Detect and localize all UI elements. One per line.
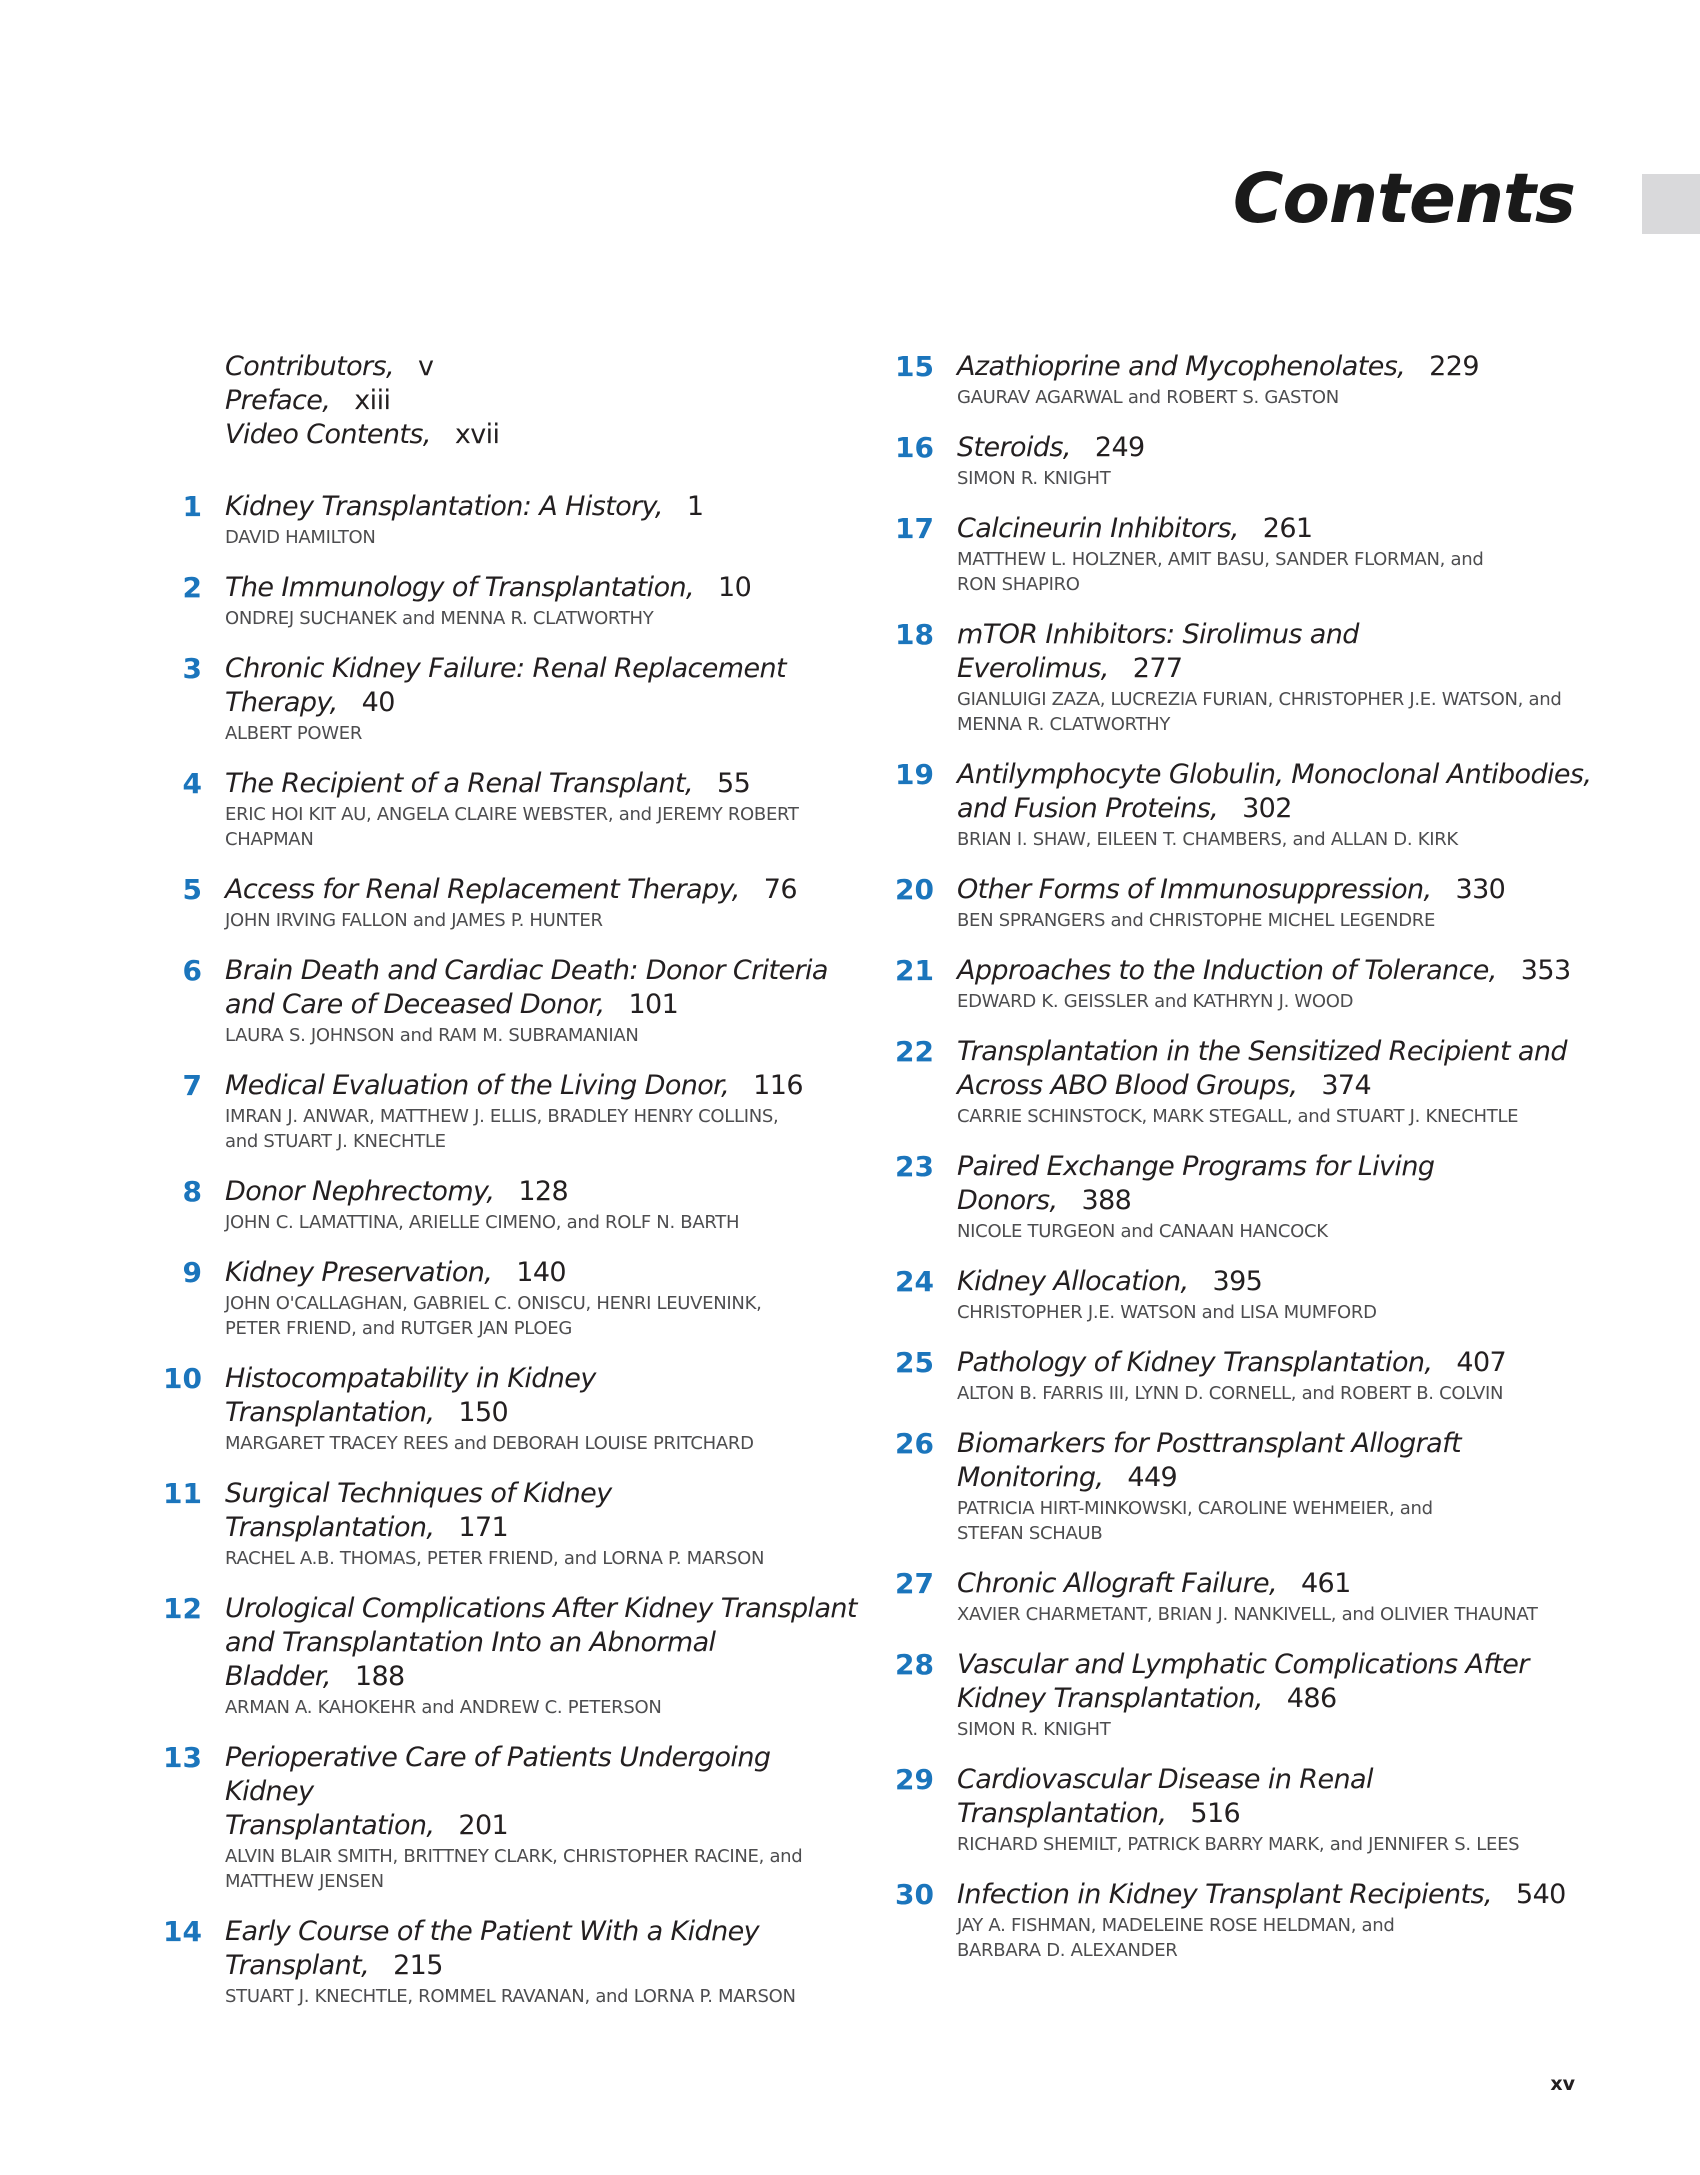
chapter-page-number: 140 bbox=[516, 1257, 566, 1288]
chapter-entry[interactable] bbox=[892, 1878, 1592, 1963]
chapter-author-line: RON SHAPIRO bbox=[957, 574, 1080, 595]
chapter-authors bbox=[957, 1381, 1592, 1406]
chapter-title-last-line bbox=[225, 1362, 860, 1430]
chapter-entry[interactable] bbox=[160, 1362, 860, 1456]
chapter-entry[interactable] bbox=[892, 1427, 1592, 1546]
chapter-author-line: GIANLUIGI ZAZA, LUCREZIA FURIAN, CHRISTOPHER J.E. WATSON, and bbox=[957, 689, 1562, 710]
chapter-number: 10 bbox=[163, 1362, 202, 1395]
front-matter-item[interactable] bbox=[225, 418, 860, 452]
chapter-title bbox=[957, 618, 1592, 686]
chapter-title-line: and Transplantation Into an Abnormal bbox=[225, 1627, 716, 1658]
chapter-authors bbox=[957, 1496, 1592, 1546]
chapter-title bbox=[225, 652, 860, 720]
chapter-authors bbox=[225, 802, 860, 852]
chapter-author-line: GAURAV AGARWAL and ROBERT S. GASTON bbox=[957, 387, 1339, 408]
chapter-number: 22 bbox=[895, 1035, 934, 1068]
chapter-title bbox=[225, 1915, 860, 1983]
chapter-number: 4 bbox=[182, 767, 202, 800]
chapter-title bbox=[957, 1648, 1592, 1716]
chapter-title-line: Early Course of the Patient With a Kidney bbox=[225, 1916, 759, 1947]
chapter-title-last-line bbox=[957, 954, 1592, 988]
chapter-author-line: BEN SPRANGERS and CHRISTOPHE MICHEL LEGENDRE bbox=[957, 910, 1436, 931]
chapter-number: 30 bbox=[895, 1878, 934, 1911]
chapter-number: 18 bbox=[895, 618, 934, 651]
chapter-title-text: Kidney Transplantation, bbox=[957, 1683, 1263, 1714]
chapter-authors bbox=[225, 721, 860, 746]
chapter-author-line: RICHARD SHEMILT, PATRICK BARRY MARK, and JENNIFER S. LEES bbox=[957, 1834, 1520, 1855]
chapter-authors bbox=[225, 525, 860, 550]
chapter-page-number: 229 bbox=[1429, 351, 1479, 382]
chapter-page-number: 76 bbox=[763, 874, 797, 905]
chapter-title bbox=[225, 954, 860, 1022]
chapter-number: 14 bbox=[163, 1915, 202, 1948]
chapter-author-line: CHRISTOPHER J.E. WATSON and LISA MUMFORD bbox=[957, 1302, 1377, 1323]
chapter-authors bbox=[957, 1913, 1592, 1963]
chapter-page-number: 261 bbox=[1262, 513, 1313, 544]
chapter-title-last-line bbox=[225, 1660, 860, 1694]
front-matter-page: v bbox=[417, 351, 434, 382]
chapter-entry[interactable] bbox=[160, 1741, 860, 1894]
chapter-title bbox=[957, 512, 1592, 546]
chapter-author-line: ALTON B. FARRIS III, LYNN D. CORNELL, and ROBERT B. COLVIN bbox=[957, 1383, 1504, 1404]
chapter-title-text: Transplantation, bbox=[957, 1798, 1167, 1829]
chapter-page-number: 128 bbox=[518, 1176, 569, 1207]
chapter-authors bbox=[225, 1844, 860, 1894]
chapter-number: 1 bbox=[182, 490, 202, 523]
chapter-title-last-line bbox=[957, 1682, 1592, 1716]
chapter-author-line: SIMON R. KNIGHT bbox=[957, 1719, 1111, 1740]
chapter-author-line: EDWARD K. GEISSLER and KATHRYN J. WOOD bbox=[957, 991, 1354, 1012]
chapter-author-line: BARBARA D. ALEXANDER bbox=[957, 1940, 1178, 1961]
chapter-authors bbox=[225, 1210, 860, 1235]
chapter-page-number: 353 bbox=[1520, 955, 1571, 986]
chapter-entry[interactable] bbox=[160, 954, 860, 1048]
chapter-number: 13 bbox=[163, 1741, 202, 1774]
chapter-title-line: Brain Death and Cardiac Death: Donor Criteria bbox=[225, 955, 828, 986]
chapter-page-number: 201 bbox=[458, 1810, 509, 1841]
chapter-entry[interactable] bbox=[892, 1648, 1592, 1742]
chapter-title-last-line bbox=[957, 618, 1592, 686]
chapter-author-line: IMRAN J. ANWAR, MATTHEW J. ELLIS, BRADLEY HENRY COLLINS, bbox=[225, 1106, 779, 1127]
chapter-author-line: ALVIN BLAIR SMITH, BRITTNEY CLARK, CHRISTOPHER RACINE, and bbox=[225, 1846, 803, 1867]
chapter-authors bbox=[225, 1431, 860, 1456]
chapter-number: 16 bbox=[895, 431, 934, 464]
chapter-title bbox=[225, 767, 860, 801]
chapter-title-last-line bbox=[225, 1175, 860, 1209]
chapter-title bbox=[957, 1265, 1592, 1299]
chapter-title-line: Vascular and Lymphatic Complications After bbox=[957, 1649, 1529, 1680]
chapter-page-number: 150 bbox=[458, 1397, 509, 1428]
chapter-author-line: CHAPMAN bbox=[225, 829, 314, 850]
chapter-author-line: DAVID HAMILTON bbox=[225, 527, 376, 548]
chapter-title-text: Kidney Transplantation: A History, bbox=[225, 491, 663, 522]
front-matter-title: Contributors, bbox=[225, 351, 394, 382]
chapter-title-text: Monitoring, bbox=[957, 1462, 1104, 1493]
chapter-title-text: Surgical Techniques of Kidney Transplantation, bbox=[225, 1478, 612, 1543]
chapter-author-line: PATRICIA HIRT-MINKOWSKI, CAROLINE WEHMEIER, and bbox=[957, 1498, 1433, 1519]
chapter-author-line: ALBERT POWER bbox=[225, 723, 363, 744]
chapter-title-last-line bbox=[225, 1809, 860, 1843]
chapter-title-text: Other Forms of Immunosuppression, bbox=[957, 874, 1432, 905]
chapter-title bbox=[225, 1477, 860, 1545]
chapter-title-text: Kidney Preservation, bbox=[225, 1257, 493, 1288]
chapter-number: 11 bbox=[163, 1477, 202, 1510]
front-matter-item[interactable] bbox=[225, 350, 860, 384]
chapter-number: 5 bbox=[182, 873, 202, 906]
chapter-number: 2 bbox=[182, 571, 202, 604]
chapter-authors bbox=[957, 1300, 1592, 1325]
chapter-author-line: MARGARET TRACEY REES and DEBORAH LOUISE PRITCHARD bbox=[225, 1433, 754, 1454]
chapter-title bbox=[225, 873, 860, 907]
chapter-entry[interactable] bbox=[160, 1256, 860, 1341]
chapter-title-last-line bbox=[957, 431, 1592, 465]
chapter-title-line: Perioperative Care of Patients Undergoing Kidney bbox=[225, 1742, 771, 1807]
chapter-title bbox=[957, 431, 1592, 465]
chapter-title-last-line bbox=[957, 792, 1592, 826]
chapter-title-text: Approaches to the Induction of Tolerance, bbox=[957, 955, 1497, 986]
chapter-title bbox=[957, 1427, 1592, 1495]
chapter-authors bbox=[225, 908, 860, 933]
chapter-entry[interactable] bbox=[160, 1915, 860, 2009]
chapter-entry[interactable] bbox=[892, 1150, 1592, 1244]
chapter-title-last-line bbox=[957, 350, 1592, 384]
front-matter-list bbox=[225, 350, 860, 452]
chapter-entry[interactable] bbox=[160, 571, 860, 631]
chapter-title-last-line bbox=[957, 1346, 1592, 1380]
chapter-author-line: JOHN C. LAMATTINA, ARIELLE CIMENO, and ROLF N. BARTH bbox=[225, 1212, 740, 1233]
chapter-number: 15 bbox=[895, 350, 934, 383]
chapter-list-right bbox=[892, 350, 1592, 1963]
chapter-authors bbox=[957, 908, 1592, 933]
chapter-title-last-line bbox=[957, 1150, 1592, 1218]
chapter-title-text: The Immunology of Transplantation, bbox=[225, 572, 694, 603]
chapter-title-last-line bbox=[225, 988, 860, 1022]
chapter-title-line: Transplantation in the Sensitized Recipient and bbox=[957, 1036, 1567, 1067]
chapter-title-text: Infection in Kidney Transplant Recipients, bbox=[957, 1879, 1492, 1910]
chapter-author-line: BRIAN I. SHAW, EILEEN T. CHAMBERS, and ALLAN D. KIRK bbox=[957, 829, 1458, 850]
chapter-number: 9 bbox=[182, 1256, 202, 1289]
chapter-title-text: Bladder, bbox=[225, 1661, 331, 1692]
chapter-title bbox=[957, 1150, 1592, 1218]
chapter-page-number: 461 bbox=[1300, 1568, 1351, 1599]
chapter-title bbox=[957, 873, 1592, 907]
chapter-title-text: Transplantation, bbox=[225, 1810, 435, 1841]
front-matter-page: xvii bbox=[454, 419, 500, 450]
chapter-title-line: Urological Complications After Kidney Transplant bbox=[225, 1593, 857, 1624]
front-matter-item[interactable] bbox=[225, 384, 860, 418]
chapter-title-last-line bbox=[957, 512, 1592, 546]
chapter-title-last-line bbox=[957, 1461, 1592, 1495]
chapter-page-number: 330 bbox=[1455, 874, 1506, 905]
chapter-title-line: Biomarkers for Posttransplant Allograft bbox=[957, 1428, 1461, 1459]
chapter-title-text: Kidney Allocation, bbox=[957, 1266, 1189, 1297]
chapter-title-last-line bbox=[225, 767, 860, 801]
chapter-author-line: ONDREJ SUCHANEK and MENNA R. CLATWORTHY bbox=[225, 608, 654, 629]
chapter-author-line: JOHN O'CALLAGHAN, GABRIEL C. ONISCU, HENRI LEUVENINK, bbox=[225, 1293, 762, 1314]
chapter-title bbox=[957, 1567, 1592, 1601]
chapter-title-last-line bbox=[957, 873, 1592, 907]
chapter-authors bbox=[957, 1219, 1592, 1244]
chapter-title-text: Azathioprine and Mycophenolates, bbox=[957, 351, 1406, 382]
chapter-page-number: 116 bbox=[753, 1070, 803, 1101]
chapter-author-line: PETER FRIEND, and RUTGER JAN PLOEG bbox=[225, 1318, 572, 1339]
chapter-author-line: MENNA R. CLATWORTHY bbox=[957, 714, 1171, 735]
chapter-number: 29 bbox=[895, 1763, 934, 1796]
chapter-page-number: 374 bbox=[1321, 1070, 1372, 1101]
chapter-title bbox=[225, 1256, 860, 1290]
chapter-number: 26 bbox=[895, 1427, 934, 1460]
chapter-entry[interactable] bbox=[160, 1477, 860, 1571]
chapter-authors bbox=[957, 989, 1592, 1014]
chapter-authors bbox=[957, 1104, 1592, 1129]
chapter-page-number: 40 bbox=[361, 687, 395, 718]
chapter-page-number: 449 bbox=[1127, 1462, 1178, 1493]
chapter-author-line: XAVIER CHARMETANT, BRIAN J. NANKIVELL, and OLIVIER THAUNAT bbox=[957, 1604, 1538, 1625]
chapter-title-text: Donor Nephrectomy, bbox=[225, 1176, 495, 1207]
chapter-page-number: 486 bbox=[1286, 1683, 1337, 1714]
chapter-authors bbox=[957, 1832, 1592, 1857]
chapter-title-last-line bbox=[225, 1949, 860, 1983]
chapter-title-text: Across ABO Blood Groups, bbox=[957, 1070, 1298, 1101]
chapter-entry[interactable] bbox=[892, 1035, 1592, 1129]
chapter-page-number: 540 bbox=[1515, 1879, 1566, 1910]
chapter-entry[interactable] bbox=[892, 431, 1592, 491]
chapter-title bbox=[957, 350, 1592, 384]
chapter-number: 27 bbox=[895, 1567, 934, 1600]
chapter-entry[interactable] bbox=[892, 758, 1592, 852]
chapter-page-number: 249 bbox=[1094, 432, 1145, 463]
chapter-title-text: The Recipient of a Renal Transplant, bbox=[225, 768, 693, 799]
chapter-title-text: Calcineurin Inhibitors, bbox=[957, 513, 1239, 544]
chapter-title-text: mTOR Inhibitors: Sirolimus and Everolimus, bbox=[957, 619, 1359, 684]
chapter-entry[interactable] bbox=[892, 873, 1592, 933]
chapter-number: 12 bbox=[163, 1592, 202, 1625]
chapter-number: 6 bbox=[182, 954, 202, 987]
chapter-entry[interactable] bbox=[892, 618, 1592, 737]
chapter-page-number: 101 bbox=[628, 989, 679, 1020]
chapter-author-line: SIMON R. KNIGHT bbox=[957, 468, 1111, 489]
chapter-authors bbox=[957, 687, 1592, 737]
chapter-author-line: MATTHEW L. HOLZNER, AMIT BASU, SANDER FLORMAN, and bbox=[957, 549, 1484, 570]
chapter-author-line: NICOLE TURGEON and CANAAN HANCOCK bbox=[957, 1221, 1328, 1242]
chapter-title-text: Access for Renal Replacement Therapy, bbox=[225, 874, 740, 905]
page-folio: xv bbox=[1550, 2073, 1575, 2095]
chapter-title-text: Steroids, bbox=[957, 432, 1071, 463]
chapter-page-number: 171 bbox=[458, 1512, 509, 1543]
chapter-title-last-line bbox=[957, 1797, 1592, 1831]
chapter-title bbox=[225, 1362, 860, 1430]
chapter-title bbox=[225, 1175, 860, 1209]
chapter-title-text: and Fusion Proteins, bbox=[957, 793, 1219, 824]
chapter-number: 7 bbox=[182, 1069, 202, 1102]
chapter-author-line: RACHEL A.B. THOMAS, PETER FRIEND, and LORNA P. MARSON bbox=[225, 1548, 765, 1569]
chapter-page-number: 55 bbox=[717, 768, 751, 799]
chapter-entry[interactable] bbox=[892, 350, 1592, 410]
chapter-page-number: 388 bbox=[1081, 1185, 1132, 1216]
front-matter-title: Preface, bbox=[225, 385, 331, 416]
chapter-title-last-line bbox=[957, 1069, 1592, 1103]
chapter-author-line: and STUART J. KNECHTLE bbox=[225, 1131, 446, 1152]
chapter-entry[interactable] bbox=[160, 873, 860, 933]
chapter-title-last-line bbox=[957, 1878, 1592, 1912]
chapter-title bbox=[957, 954, 1592, 988]
chapter-title-last-line bbox=[225, 686, 860, 720]
chapter-page-number: 395 bbox=[1212, 1266, 1263, 1297]
chapter-number: 3 bbox=[182, 652, 202, 685]
chapter-authors bbox=[957, 385, 1592, 410]
front-matter-page: xiii bbox=[354, 385, 391, 416]
chapter-number: 21 bbox=[895, 954, 934, 987]
chapter-title bbox=[957, 1346, 1592, 1380]
chapter-authors bbox=[957, 1602, 1592, 1627]
chapter-title-text: and Care of Deceased Donor, bbox=[225, 989, 605, 1020]
chapter-title-text: Paired Exchange Programs for Living Donors, bbox=[957, 1151, 1435, 1216]
chapter-entry[interactable] bbox=[892, 1763, 1592, 1857]
chapter-authors bbox=[225, 1984, 860, 2009]
chapter-author-line: MATTHEW JENSEN bbox=[225, 1871, 384, 1892]
chapter-number: 20 bbox=[895, 873, 934, 906]
chapter-title-text: Histocompatability in Kidney Transplantation, bbox=[225, 1363, 596, 1428]
chapter-entry[interactable] bbox=[892, 954, 1592, 1014]
chapter-title bbox=[225, 1069, 860, 1103]
chapter-list-left bbox=[160, 490, 860, 2009]
chapter-entry[interactable] bbox=[160, 1592, 860, 1720]
chapter-author-line: JAY A. FISHMAN, MADELEINE ROSE HELDMAN, and bbox=[957, 1915, 1395, 1936]
chapter-authors bbox=[957, 466, 1592, 491]
chapter-title-text: Medical Evaluation of the Living Donor, bbox=[225, 1070, 730, 1101]
chapter-number: 23 bbox=[895, 1150, 934, 1183]
chapter-number: 19 bbox=[895, 758, 934, 791]
chapter-page-number: 277 bbox=[1132, 653, 1183, 684]
chapter-title-line: Chronic Kidney Failure: Renal Replacement bbox=[225, 653, 786, 684]
chapter-author-line: CARRIE SCHINSTOCK, MARK STEGALL, and STUART J. KNECHTLE bbox=[957, 1106, 1519, 1127]
chapter-number: 17 bbox=[895, 512, 934, 545]
chapter-authors bbox=[957, 1717, 1592, 1742]
chapter-entry[interactable] bbox=[160, 490, 860, 550]
chapter-entry[interactable] bbox=[160, 652, 860, 746]
chapter-page-number: 215 bbox=[393, 1950, 443, 1981]
chapter-authors bbox=[957, 547, 1592, 597]
chapter-title-last-line bbox=[225, 873, 860, 907]
chapter-number: 8 bbox=[182, 1175, 202, 1208]
chapter-title-line: Cardiovascular Disease in Renal bbox=[957, 1764, 1373, 1795]
chapter-author-line: ERIC HOI KIT AU, ANGELA CLAIRE WEBSTER, and JEREMY ROBERT bbox=[225, 804, 799, 825]
chapter-authors bbox=[225, 1023, 860, 1048]
chapter-author-line: STUART J. KNECHTLE, ROMMEL RAVANAN, and LORNA P. MARSON bbox=[225, 1986, 796, 2007]
chapter-title bbox=[225, 490, 860, 524]
toc-left-column bbox=[160, 350, 860, 2030]
chapter-authors bbox=[225, 1104, 860, 1154]
chapter-entry[interactable] bbox=[160, 767, 860, 852]
chapter-tab-marker bbox=[1642, 174, 1700, 234]
chapter-page-number: 302 bbox=[1242, 793, 1292, 824]
chapter-authors bbox=[225, 1291, 860, 1341]
chapter-title-last-line bbox=[957, 1265, 1592, 1299]
chapter-number: 28 bbox=[895, 1648, 934, 1681]
chapter-author-line: JOHN IRVING FALLON and JAMES P. HUNTER bbox=[225, 910, 603, 931]
chapter-entry[interactable] bbox=[892, 1346, 1592, 1406]
chapter-page-number: 407 bbox=[1456, 1347, 1507, 1378]
chapter-title-line: Antilymphocyte Globulin, Monoclonal Antibodies, bbox=[957, 759, 1592, 790]
page-title: Contents bbox=[1232, 159, 1575, 239]
chapter-author-line: STEFAN SCHAUB bbox=[957, 1523, 1103, 1544]
chapter-title-last-line bbox=[225, 490, 860, 524]
chapter-title bbox=[957, 1035, 1592, 1103]
chapter-entry[interactable] bbox=[892, 1265, 1592, 1325]
chapter-authors bbox=[957, 827, 1592, 852]
chapter-page-number: 516 bbox=[1190, 1798, 1241, 1829]
chapter-authors bbox=[225, 606, 860, 631]
chapter-title bbox=[225, 1741, 860, 1843]
chapter-title-last-line bbox=[957, 1567, 1592, 1601]
chapter-title-last-line bbox=[225, 1069, 860, 1103]
chapter-title-text: Therapy, bbox=[225, 687, 338, 718]
chapter-entry[interactable] bbox=[160, 1069, 860, 1154]
chapter-title-text: Pathology of Kidney Transplantation, bbox=[957, 1347, 1433, 1378]
toc-right-column bbox=[892, 350, 1592, 1984]
chapter-authors bbox=[225, 1546, 860, 1571]
chapter-entry[interactable] bbox=[160, 1175, 860, 1235]
chapter-title bbox=[957, 1763, 1592, 1831]
chapter-number: 24 bbox=[895, 1265, 934, 1298]
chapter-title-last-line bbox=[225, 1256, 860, 1290]
chapter-author-line: ARMAN A. KAHOKEHR and ANDREW C. PETERSON bbox=[225, 1697, 662, 1718]
chapter-entry[interactable] bbox=[892, 1567, 1592, 1627]
chapter-page-number: 10 bbox=[718, 572, 752, 603]
chapter-title bbox=[957, 1878, 1592, 1912]
chapter-title-last-line bbox=[225, 571, 860, 605]
front-matter-title: Video Contents, bbox=[225, 419, 431, 450]
chapter-author-line: LAURA S. JOHNSON and RAM M. SUBRAMANIAN bbox=[225, 1025, 639, 1046]
chapter-title-last-line bbox=[225, 1477, 860, 1545]
chapter-page-number: 188 bbox=[354, 1661, 405, 1692]
chapter-number: 25 bbox=[895, 1346, 934, 1379]
chapter-title-text: Transplant, bbox=[225, 1950, 370, 1981]
chapter-entry[interactable] bbox=[892, 512, 1592, 597]
chapter-title bbox=[225, 1592, 860, 1694]
chapter-title bbox=[957, 758, 1592, 826]
chapter-title bbox=[225, 571, 860, 605]
chapter-authors bbox=[225, 1695, 860, 1720]
chapter-page-number: 1 bbox=[686, 491, 704, 522]
chapter-title-text: Chronic Allograft Failure, bbox=[957, 1568, 1277, 1599]
